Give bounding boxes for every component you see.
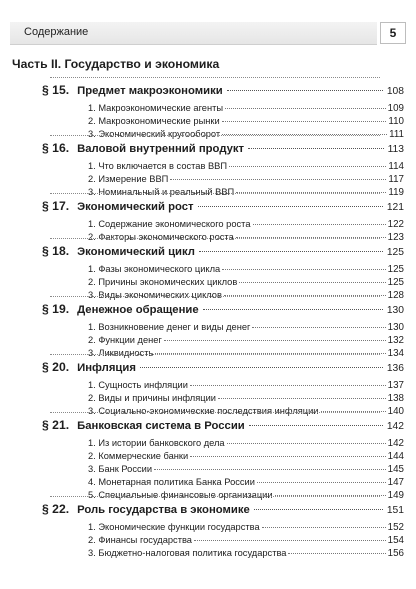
subsection-item	[88, 103, 404, 116]
subsection-page-number: 123	[387, 232, 404, 243]
section-title: Экономический рост	[77, 201, 194, 213]
section-page-number: 130	[386, 305, 404, 316]
section-divider	[50, 77, 380, 78]
section-number: § 22.	[42, 502, 70, 516]
dot-leader	[170, 179, 386, 180]
subsection-list	[88, 380, 404, 419]
subsection-label: 2. Функции денег	[88, 335, 162, 345]
subsection-page-number: 134	[387, 348, 404, 359]
section-heading	[42, 199, 404, 215]
subsection-label: 3. Виды экономических циклов	[88, 290, 222, 300]
dot-leader	[164, 340, 386, 341]
subsection-label: 1. Содержание экономического роста	[88, 219, 251, 229]
dot-leader	[254, 509, 383, 510]
dot-leader	[225, 108, 386, 109]
section-heading	[42, 418, 404, 434]
section-title: Экономический цикл	[77, 246, 195, 258]
dot-leader	[253, 224, 386, 225]
subsection-list	[88, 264, 404, 303]
subsection-page-number: 144	[387, 451, 404, 462]
subsection-page-number: 149	[387, 490, 404, 501]
section-title: Денежное обращение	[77, 304, 199, 316]
subsection-page-number: 138	[387, 393, 404, 404]
subsection-label: 1. Возникновение денег и виды денег	[88, 322, 251, 332]
section-heading	[42, 302, 404, 318]
subsection-item	[88, 174, 404, 187]
subsection-label: 2. Финансы государства	[88, 535, 192, 545]
subsection-list	[88, 219, 404, 245]
running-header	[0, 22, 416, 44]
section-title: Валовой внутренний продукт	[77, 143, 245, 155]
dot-leader	[222, 269, 385, 270]
subsection-page-number: 147	[387, 477, 404, 488]
subsection-page-number: 140	[387, 406, 404, 417]
section-divider	[50, 193, 380, 194]
dot-leader	[222, 121, 387, 122]
dot-leader	[203, 309, 383, 310]
subsection-label: 3. Банк России	[88, 464, 153, 474]
subsection-label: 2. Факторы экономического роста	[88, 232, 234, 242]
section-number: § 17.	[42, 199, 70, 213]
section-page-number: 121	[386, 202, 404, 213]
subsection-page-number: 110	[388, 116, 404, 127]
section-page-number: 125	[386, 247, 404, 258]
subsection-page-number: 119	[388, 187, 404, 198]
subsection-list	[88, 438, 404, 503]
section-number: § 16.	[42, 141, 70, 155]
subsection-item	[88, 464, 404, 477]
section-title: Роль государства в экономике	[77, 504, 250, 516]
section-number: § 18.	[42, 244, 70, 258]
subsection-item	[88, 522, 404, 535]
section-number: § 20.	[42, 360, 70, 374]
section-divider	[50, 238, 380, 239]
subsection-page-number: 117	[388, 174, 404, 185]
subsection-page-number: 142	[387, 438, 404, 449]
dot-leader	[190, 385, 386, 386]
subsection-page-number: 130	[387, 322, 404, 333]
section-heading	[42, 83, 404, 99]
section-page-number: 108	[386, 86, 404, 97]
subsection-item	[88, 477, 404, 490]
section-page-number: 142	[386, 421, 404, 432]
subsection-item	[88, 264, 404, 277]
section-page-number: 113	[387, 144, 404, 155]
dot-leader	[194, 540, 386, 541]
dot-leader	[262, 527, 386, 528]
dot-leader	[257, 482, 386, 483]
section-title: Банковская система в России	[77, 420, 245, 432]
subsection-item	[88, 219, 404, 232]
page-number: 5	[380, 22, 406, 44]
subsection-item	[88, 535, 404, 548]
section-title: Предмет макроэкономики	[77, 85, 223, 97]
dot-leader	[239, 282, 385, 283]
subsection-page-number: 145	[387, 464, 404, 475]
subsection-list	[88, 522, 404, 561]
subsection-label: 1. Фазы экономического цикла	[88, 264, 221, 274]
subsection-label: 2. Виды и причины инфляции	[88, 393, 216, 403]
subsection-item	[88, 322, 404, 335]
subsection-label: 1. Что включается в состав ВВП	[88, 161, 228, 171]
dot-leader	[198, 206, 383, 207]
subsection-label: 2. Коммерческие банки	[88, 451, 189, 461]
section-number: § 19.	[42, 302, 70, 316]
section-heading	[42, 360, 404, 376]
subsection-label: 1. Из истории банковского дела	[88, 438, 225, 448]
subsection-label: 1. Экономические функции государства	[88, 522, 260, 532]
section-number: § 21.	[42, 418, 70, 432]
subsection-label: 2. Макроэкономические рынки	[88, 116, 220, 126]
subsection-page-number: 114	[388, 161, 404, 172]
subsection-label: 3. Бюджетно-налоговая политика государства	[88, 548, 287, 558]
part-title: Часть II. Государство и экономика	[12, 57, 220, 71]
subsection-item	[88, 451, 404, 464]
section-number: § 15.	[42, 83, 70, 97]
dot-leader	[199, 251, 383, 252]
section-title: Инфляция	[77, 362, 136, 374]
section-heading	[42, 141, 404, 157]
header-label: Содержание	[24, 26, 89, 38]
subsection-page-number: 125	[387, 264, 404, 275]
subsection-page-number: 125	[387, 277, 404, 288]
dot-leader	[190, 456, 385, 457]
subsection-page-number: 156	[387, 548, 404, 559]
subsection-page-number: 109	[387, 103, 404, 114]
subsection-label: 3. Экономический кругооборот	[88, 129, 221, 139]
section-divider	[50, 354, 380, 355]
subsection-item	[88, 277, 404, 290]
dot-leader	[288, 553, 385, 554]
section-page-number: 136	[386, 363, 404, 374]
subsection-label: 1. Макроэкономические агенты	[88, 103, 224, 113]
subsection-label: 5. Специальные финансовые организации	[88, 490, 273, 500]
dot-leader	[227, 443, 386, 444]
dot-leader	[229, 166, 386, 167]
subsection-page-number: 128	[387, 290, 404, 301]
dot-leader	[249, 425, 383, 426]
dot-leader	[227, 90, 383, 91]
subsection-item	[88, 116, 404, 129]
subsection-label: 2. Измерение ВВП	[88, 174, 169, 184]
header-bar	[10, 22, 377, 45]
section-divider	[50, 496, 380, 497]
section-divider	[50, 412, 380, 413]
subsection-label: 1. Сущность инфляции	[88, 380, 188, 390]
subsection-item	[88, 438, 404, 451]
subsection-list	[88, 103, 404, 142]
subsection-page-number: 132	[387, 335, 404, 346]
section-heading	[42, 502, 404, 518]
section-divider	[50, 135, 380, 136]
subsection-label: 4. Монетарная политика Банка России	[88, 477, 255, 487]
dot-leader	[248, 148, 383, 149]
subsection-label: 3. Номинальный и реальный ВВП	[88, 187, 235, 197]
subsection-item	[88, 380, 404, 393]
subsection-item	[88, 548, 404, 561]
subsection-item	[88, 335, 404, 348]
section-heading	[42, 244, 404, 260]
subsection-page-number: 154	[387, 535, 404, 546]
subsection-item	[88, 161, 404, 174]
subsection-page-number: 111	[389, 129, 404, 140]
subsection-item	[88, 393, 404, 406]
subsection-page-number: 122	[387, 219, 404, 230]
subsection-page-number: 137	[387, 380, 404, 391]
subsection-label: 3. Социально-экономические последствия инфляции	[88, 406, 319, 416]
dot-leader	[252, 327, 385, 328]
subsection-list	[88, 161, 404, 200]
section-page-number: 151	[386, 505, 404, 516]
subsection-label: 2. Причины экономических циклов	[88, 277, 238, 287]
dot-leader	[140, 367, 383, 368]
section-divider	[50, 296, 380, 297]
dot-leader	[154, 469, 386, 470]
subsection-list	[88, 322, 404, 361]
dot-leader	[218, 398, 386, 399]
subsection-page-number: 152	[387, 522, 404, 533]
subsection-label: 3. Ликвидность	[88, 348, 154, 358]
